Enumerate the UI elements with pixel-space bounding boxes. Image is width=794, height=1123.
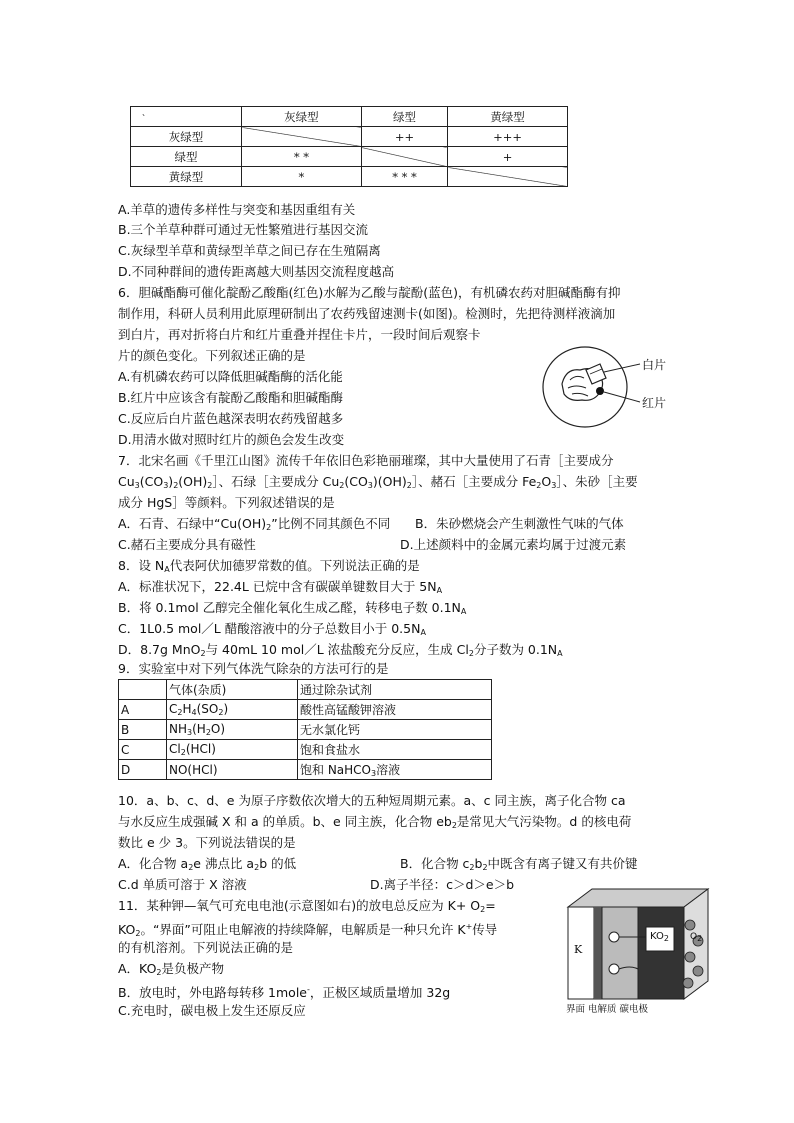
potassium-label: K: [574, 943, 583, 956]
table-row: [131, 167, 568, 187]
table-header-row: [119, 680, 492, 700]
table-cell: * *: [242, 147, 362, 167]
q7-option-b: B．朱砂燃烧会产生刺激性气味的气体: [415, 516, 624, 531]
q5-option-d: D.不同种群间的遗传距离越大则基因交流程度越高: [118, 264, 395, 279]
q10-stem-line-1: 10．a、b、c、d、e 为原子序数依次增大的五种短周期元素。a、c 同主族，离子化合物 ca: [118, 793, 626, 808]
table-cell-reagent: 无水氯化钙: [298, 720, 492, 740]
table-row-label: C: [119, 740, 167, 760]
table-cell-reagent: 酸性高锰酸钾溶液: [298, 700, 492, 720]
battery-schematic: [562, 885, 712, 1015]
table-row: [119, 720, 492, 740]
table-cell-gas: NO(HCl): [167, 760, 298, 780]
q8-option-b: B．将 0.1mol 乙醇完全催化氧化生成乙醛，转移电子数 $0.1N_A$: [118, 600, 467, 616]
q10-stem-line-2: 与水反应生成强碱 X 和 a 的单质。b、e 同主族，化合物 $eb_2$是常见大气污染物。d 的核电荷: [118, 814, 632, 830]
table-cell: ++: [361, 127, 447, 147]
table-header-cell: 通过除杂试剂: [298, 680, 492, 700]
q5-option-b: B.三个羊草种群可通过无性繁殖进行基因交流: [118, 222, 369, 237]
table-cell: *: [242, 167, 362, 187]
q8-option-a: A．标准状况下，22.4L 已烷中含有碳碳单键数目大于 $5N_A$: [118, 579, 443, 595]
q5-option-c: C.灰绿型羊草和黄绿型羊草之间已存在生殖隔离: [118, 243, 381, 258]
table-cell-gas: $Cl_2(HCl)$: [167, 740, 298, 760]
q9-stem: 9．实验室中对下列气体洗气除杂的方法可行的是: [118, 661, 389, 676]
q10-stem-line-3: 数比 e 少 3。下列说法错误的是: [118, 835, 296, 850]
table-row-header: 绿型: [131, 147, 242, 167]
table-header-cell: 灰绿型: [242, 107, 362, 127]
table-row-label: D: [119, 760, 167, 780]
table-cell-gas: $C_2H_4(SO_2)$: [167, 700, 298, 720]
q8-option-d: D．8.7g MnO$_2$与 40mL 10 mol／L 浓盐酸充分反应，生成 $Cl_2$分子数为 $0.1N_A$: [118, 642, 563, 658]
q7-option-d: D.上述颜料中的金属元素均属于过渡元素: [400, 537, 627, 552]
table-diagonal-cell: [242, 127, 362, 147]
table-row-label: B: [119, 720, 167, 740]
q11-stem-line-3: 的有机溶剂。下列说法正确的是: [118, 940, 294, 955]
red-card-label: 红片: [642, 396, 667, 410]
q10-option-b: B．化合物 $c_2b_2$中既含有离子键又有共价键: [400, 856, 638, 872]
q6-stem-line: 制作用，科研人员利用此原理研制出了农药残留速测卡(如图)。检测时，先把待测样液滴加: [118, 306, 616, 321]
q6-option-c: C.反应后白片蓝色越深表明农药残留越多: [118, 411, 344, 426]
table-cell-reagent: 饱和食盐水: [298, 740, 492, 760]
table-cell-reagent: 饱和 NaHCO$_3$溶液: [298, 760, 492, 780]
q6-stem-line: 到白片，再对折将白片和红片重叠并捏住卡片，一段时间后观察卡: [118, 327, 481, 342]
table-tick-mark: 、: [142, 108, 150, 117]
white-card-label: 白片: [642, 358, 667, 372]
q11-stem-line-2: $KO_2$。“界面”可阻止电解液的持续降解，电解质是一种只允许 K+传导: [118, 922, 498, 938]
table-cell: * * *: [361, 167, 447, 187]
q10-option-c: C.d 单质可溶于 X 溶液: [118, 877, 247, 892]
table-header-cell: 气体(杂质): [167, 680, 298, 700]
table-row: [119, 740, 492, 760]
battery-figure: [562, 885, 712, 1015]
q10-option-a: A．化合物 $a_2e$ 沸点比 $a_2b$ 的低: [118, 856, 297, 872]
q8-stem: 8．设 $N_A$代表阿伏加德罗常数的值。下列说法正确的是: [118, 558, 420, 574]
table-corner-cell: [119, 680, 167, 700]
table-row: [131, 127, 568, 147]
oxygen-label: $O_2$: [690, 932, 703, 943]
table-diagonal-cell: [448, 167, 568, 187]
table-diagonal-cell: [361, 147, 447, 167]
q6-option-a: A.有机磷农药可以降低胆碱酯酶的活化能: [118, 369, 343, 384]
table-header-cell: 黄绿型: [448, 107, 568, 127]
table-row-header: 黄绿型: [131, 167, 242, 187]
gas-purification-table: [118, 679, 492, 780]
q6-stem-line: 片的颜色变化。下列叙述正确的是: [118, 348, 306, 363]
table-row-label: A: [119, 700, 167, 720]
q7-stem-line-3: 成分 HgS］等颜料。下列叙述错误的是: [118, 495, 335, 510]
table-cell: +++: [448, 127, 568, 147]
q11-option-c: C.充电时，碳电极上发生还原反应: [118, 1003, 306, 1018]
table-row: [119, 760, 492, 780]
table-cell-gas: $NH_3(H_2O)$: [167, 720, 298, 740]
table-header-cell: 绿型: [361, 107, 447, 127]
table-corner-cell: [131, 107, 242, 127]
q6-stem-line: 6．胆碱酯酶可催化靛酚乙酸酯(红色)水解为乙酸与靛酚(蓝色)，有机磷农药对胆碱酯酶有抑: [118, 285, 621, 300]
table-row-header: 灰绿型: [131, 127, 242, 147]
q8-option-c: C．1L0.5 mol／L 醋酸溶液中的分子总数目小于 $0.5N_A$: [118, 621, 426, 637]
table-cell: +: [448, 147, 568, 167]
q7-stem-line-2: $Cu_3(CO_3)_2(OH)_2]$、石绿［主要成分 $Cu_2(CO_3)(OH)_2]$、赭石［主要成分 $Fe_2O_3]$、朱砂［主要: [118, 474, 638, 490]
q7-stem-line-1: 7．北宋名画《千里江山图》流传千年依旧色彩艳丽璀璨，其中大量使用了石青［主要成分: [118, 453, 614, 468]
battery-caption: 界面 电解质 碳电极: [566, 1004, 649, 1015]
q10-option-d: D.离子半径：c＞d＞e＞b: [370, 877, 515, 892]
q11-option-b: B．放电时，外电路每转移 1mole-，正极区域质量增加 32g: [118, 985, 451, 1000]
genetic-distance-table: [130, 106, 568, 187]
q7-option-c: C.赭石主要成分具有磁性: [118, 537, 256, 552]
test-card-figure: [540, 344, 680, 430]
q6-option-d: D.用清水做对照时红片的颜色会发生改变: [118, 432, 345, 447]
q11-option-a: A．$KO_2$是负极产物: [118, 961, 225, 977]
q7-option-a: A．石青、石绿中“$Cu(OH)_2$”比例不同其颜色不同: [118, 516, 391, 532]
q6-option-b: B.红片中应该含有靛酚乙酸酯和胆碱酯酶: [118, 390, 344, 405]
table-row: [131, 147, 568, 167]
table-row: [119, 700, 492, 720]
ko2-label: $KO_2$: [650, 931, 669, 943]
q11-stem-line-1: 11．某种钾—氧气可充电电池(示意图如右)的放电总反应为 $K+ O_2=$: [118, 898, 496, 914]
q5-option-a: A.羊草的遗传多样性与突变和基因重组有关: [118, 202, 356, 217]
table-header-row: [131, 107, 568, 127]
